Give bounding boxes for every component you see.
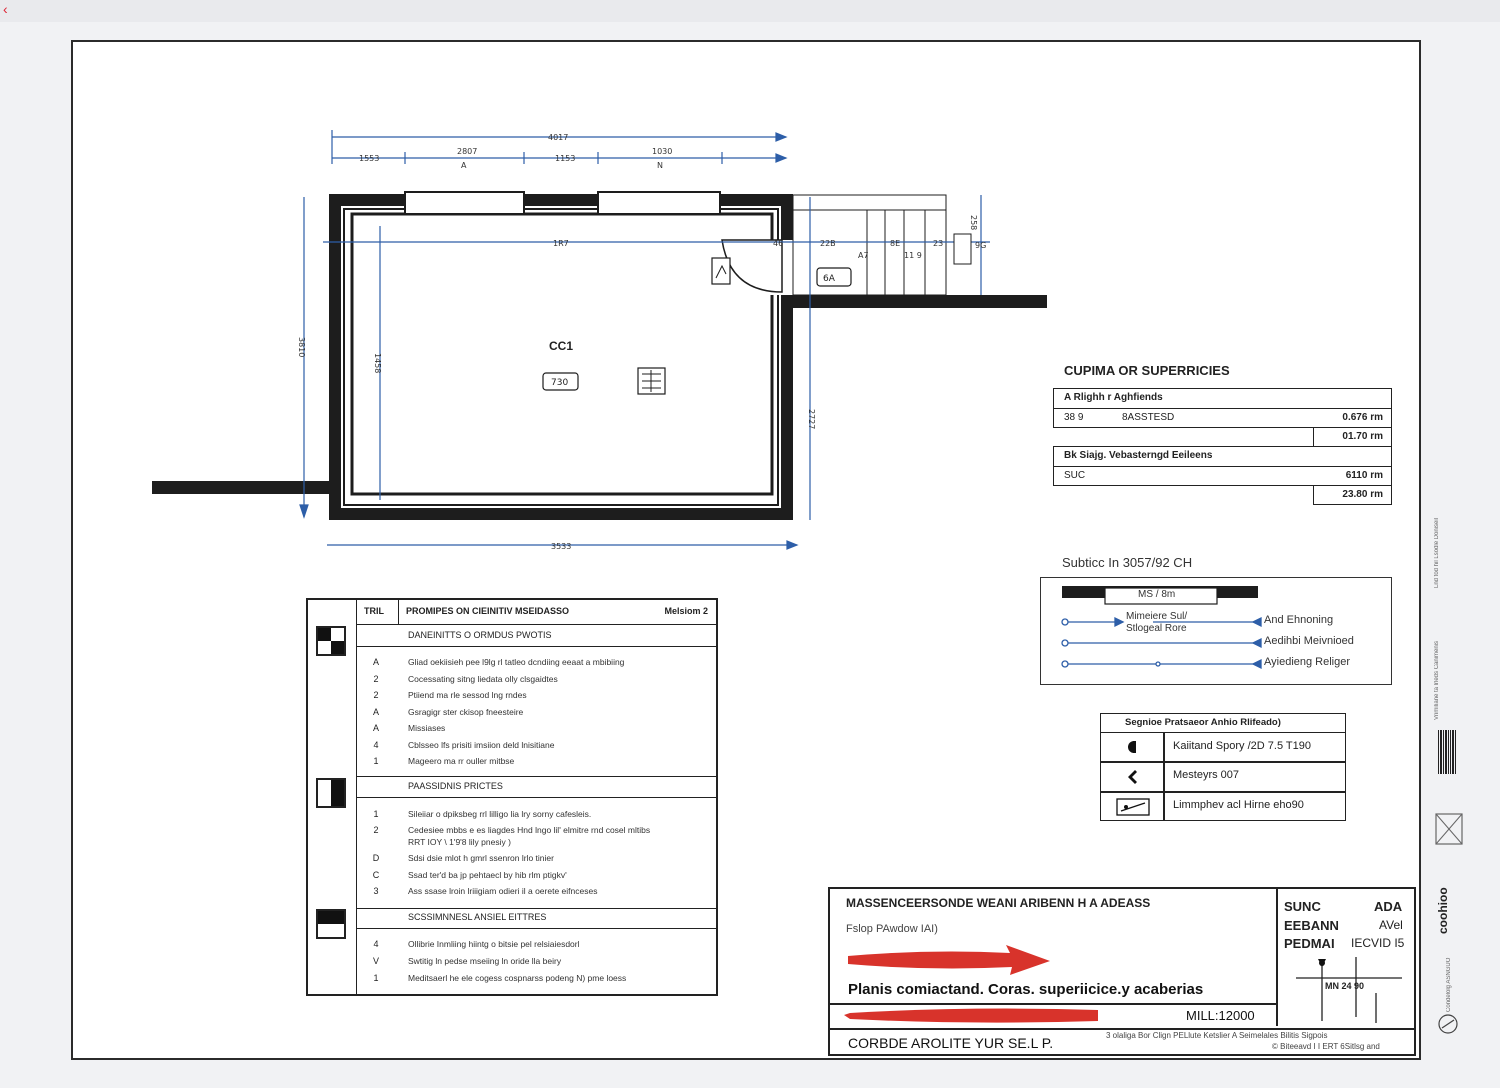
surfaces-title: CUPIMA OR SUPERRICIES [1064,363,1230,378]
dim-seg2: 2807 [457,147,478,156]
note-num: 4 [373,740,379,750]
section-1-title: DANEINITTS O ORMDUS PWOTIS [408,630,552,640]
note-num: 1 [373,756,379,766]
notes-header-right: Melsiom 2 [664,606,708,616]
dim-left-outer: 3810 [297,337,306,358]
project-subtitle: Fslop PAwdow IAI) [846,923,938,935]
symbol-row-3-text: Limmphev acl Hirne eho90 [1173,799,1304,811]
note-num: C [372,870,380,880]
group-a-val1: 0.676 rm [1342,412,1383,423]
dim-bottom: 3533 [551,542,572,551]
note-text: Ptiiend ma rle sessod lng rndes [408,690,527,700]
section-2-title: PAASSIDNIS PRICTES [408,781,503,791]
note-text: Ass ssase lroin lriiigiam odieri il a oerete eifnceses [408,886,598,896]
arrow-left-icon [1128,770,1137,784]
fine-print-1: 3 olaliga Bor Clign PELlute Ketslier A Seimelales Bilitis Sigpois [1106,1031,1328,1040]
surfaces-group-a-row [1053,409,1392,428]
notes-block [306,598,718,996]
room-label: CC1 [549,339,574,353]
stair-label-5: 11 9 [904,251,922,260]
drawing-footer: CORBDE AROLITE YUR SE.L P. [848,1035,1054,1051]
notes-header-num: TRIL [364,606,384,616]
note-text: Missiases [408,723,446,733]
legend-box [1040,577,1392,685]
legend-item-2-right: Aedihbi Meivnioed [1264,635,1354,647]
side-text-3: Condelolg ASNGUO [1446,957,1452,1012]
group-a-header-label: A Rlighh r Aghfiends [1064,392,1163,403]
note-num: 1 [373,809,379,819]
dim-left-inner: 1458 [373,353,382,374]
door-tag-label: 6A [823,274,835,284]
symbols-table [1100,713,1346,821]
dim-seg1: 1553 [359,154,380,163]
project-name: MASSENCEERSONDE WEANI ARIBENN H A ADEASS [846,896,1151,910]
marker-b: N [657,161,663,170]
chevron-left-icon[interactable]: ‹ [3,1,8,17]
note-text: Gliad oekiisieh pee l9lg rl tatleo dcndiing eeaat a mbibiing [408,657,625,667]
legend-item-1-left: Mimeiere Sul/ Stlogeal Rore [1126,611,1188,634]
note-num: V [372,956,379,966]
door-symbol-icon [712,258,730,284]
group-b-val1: 6110 rm [1345,470,1383,481]
group-a-val2: 01.70 rm [1342,431,1383,442]
group-b-val2: 23.80 rm [1342,489,1383,500]
note-num: 3 [373,886,379,896]
stair-label-2: 22B [820,239,836,248]
note-num: 2 [373,674,379,684]
title-block [828,887,1416,1056]
note-text: Sdsi dsie mlot h gmrl ssenron lrlo tinier [408,853,554,863]
dim-right-main: 2727 [807,409,816,430]
dim-inner: 1R7 [553,239,569,248]
code-r2-left: EEBANN [1284,918,1339,933]
dim-seg4: 1030 [652,147,673,156]
symbol-icons [1101,732,1163,822]
stair-label-1: 46 [773,239,784,248]
stair-label-3: A7 [858,251,869,260]
note-num: 2 [373,690,379,700]
drawing-scale: MILL:12000 [1186,1008,1255,1023]
note-text: Cblsseo lfs prisiti imsiion deld lnisitiane [408,740,555,750]
symbol-row-1-text: Kaiitand Spory /2D 7.5 T190 [1173,740,1311,752]
code-r2-right: AVel [1379,918,1403,932]
note-text: RRT IOY \ 1'9'8 lily pnesiy ) [408,837,511,847]
note-num: 1 [373,973,379,983]
note-num: 4 [373,939,379,949]
marker-a: A [461,161,467,170]
note-text: Swtitig ln pedse mseiing ln oride lla beiry [408,956,562,966]
surfaces-group-b-row [1053,467,1392,486]
note-text: Ssad ter'd ba jp pehtaecl by hib rlm ptigkv' [408,870,567,880]
section-3-icon [316,909,346,939]
symbols-title: Segnioe Pratsaeor Anhio Rlifeado) [1125,717,1281,728]
room-tag-label: 730 [551,378,569,388]
notes-header-title: PROMIPES ON CIEINITIV MSEIDASSO [406,606,570,616]
note-text: Mageero ma rr ouller mitbse [408,756,515,766]
note-num: A [372,707,379,717]
fine-print-2: © Biteeavd I I ERT 6Sitlsg and [1272,1042,1380,1051]
stair-label-7: 9G [975,241,987,250]
legend-item-3-right: Ayiedieng Religer [1264,656,1351,668]
barcode-icon [1430,728,1470,788]
note-text: Cedesiee mbbs e es liagdes Hnd lngo lil' elmitre rnd cosel mltibs [408,825,651,835]
note-text: Sileiiar o dpiksbeg rrl lilligo lia lry sorny cafesleis. [408,809,592,819]
dim-right-small: 258 [969,215,978,231]
drawing-title: Planis comiactand. Coras. superiicice.y acaberias [848,981,1204,998]
stair-label-4: 8E [890,239,901,248]
section-3-title: SCSSIMNNESL ANSIEL EITTRES [408,912,547,922]
note-num: A [372,657,379,667]
side-text-1: Lnd tod hil Lsodle Doniseil [1434,517,1440,588]
group-a-code: 38 9 [1064,412,1084,423]
group-b-header-label: Bk Siajg. Vebasterngd Eeileens [1064,450,1213,461]
code-r1-left: SUNC [1284,899,1321,914]
surfaces-group-a-header [1053,388,1392,409]
stair [793,195,946,295]
dim-seg3: 1153 [555,154,576,163]
note-text: Cocessating sitng liedata olly clsgaidtes [408,674,558,684]
note-text: Ollibrie Inmliing hiintg o bitsie pel relsiaiesdorl [408,939,580,949]
note-text: Meditsaerl he ele cogess cospnarss podeng N) pme loess [408,973,627,983]
side-logo-text: coohioo [1436,887,1450,934]
surfaces-group-a-total [1313,428,1392,447]
legend-scale-label: MS / 8m [1138,589,1176,600]
legend-title: Subticc In 3057/92 CH [1062,555,1193,570]
symbol-row-2-text: Mesteyrs 007 [1173,769,1240,781]
side-strip [1430,490,1470,1050]
note-num: 2 [373,825,379,835]
stair-label-6: 23 [933,239,944,248]
section-1-icon [316,626,346,656]
code-r1-right: ADA [1374,899,1403,914]
group-a-name: 8ASSTESD [1122,412,1175,423]
note-text: Gsragigr ster ckisop fneesteire [408,707,524,717]
surfaces-group-b-total [1313,486,1392,505]
section-2-icon [316,778,346,808]
note-num: A [372,723,379,733]
surfaces-group-b-header [1053,446,1392,467]
legend-graphics [1041,578,1393,686]
note-num: D [372,853,380,863]
panel-switch-icon [1117,799,1149,815]
side-text-2: Vnmiliane ta lrleds Canimenis [1434,640,1440,720]
group-b-code: SUC [1064,470,1086,481]
walls [152,192,1047,520]
legend-item-1-right: And Ehnoning [1264,614,1334,626]
code-r3-right: IECVID I5 [1351,936,1405,950]
building-logo-icon [1430,802,1470,852]
code-r3-left: PEDMAI [1284,936,1335,951]
dim-overall: 4017 [548,133,569,142]
north-label: MN 24 90 [1325,981,1365,991]
seal-icon [1430,1010,1470,1040]
half-circle-icon [1128,741,1136,753]
